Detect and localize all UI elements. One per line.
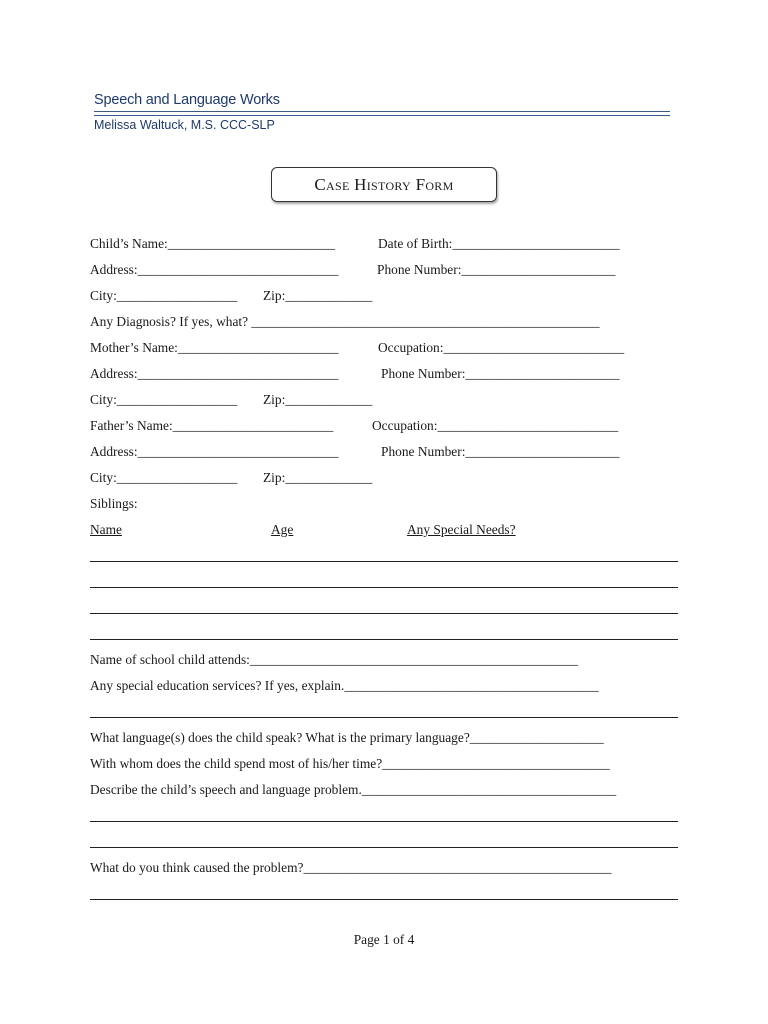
languages-field[interactable]: What language(s) does the child speak? What is the primary language?____________________ bbox=[90, 730, 604, 745]
mother-address-field[interactable]: Address:______________________________ bbox=[90, 366, 339, 381]
address-field[interactable]: Address:______________________________ bbox=[90, 262, 339, 277]
sibling-entry-line[interactable] bbox=[90, 587, 678, 588]
organization-name: Speech and Language Works bbox=[94, 92, 280, 108]
father-name-field[interactable]: Father’s Name:________________________ bbox=[90, 418, 334, 433]
clinician-name: Melissa Waltuck, M.S. CCC-SLP bbox=[94, 118, 275, 132]
father-occupation-field[interactable]: Occupation:___________________________ bbox=[372, 418, 619, 433]
father-address-field[interactable]: Address:______________________________ bbox=[90, 444, 339, 459]
date-of-birth-field[interactable]: Date of Birth:_________________________ bbox=[378, 236, 620, 251]
sibling-entry-line[interactable] bbox=[90, 613, 678, 614]
page-number: Page 1 of 4 bbox=[353, 932, 415, 947]
mother-city-field[interactable]: City:__________________ bbox=[90, 392, 238, 407]
school-field[interactable]: Name of school child attends:_________________________________________________ bbox=[90, 652, 578, 667]
mother-name-field[interactable]: Mother’s Name:________________________ bbox=[90, 340, 339, 355]
zip-field[interactable]: Zip:_____________ bbox=[263, 288, 373, 303]
child-name-field[interactable]: Child’s Name:_________________________ bbox=[90, 236, 336, 251]
siblings-age-header: Age bbox=[271, 522, 294, 537]
cause-field[interactable]: What do you think caused the problem?______________________________________________ bbox=[90, 860, 612, 875]
sibling-entry-line[interactable] bbox=[90, 639, 678, 640]
father-zip-field[interactable]: Zip:_____________ bbox=[263, 470, 373, 485]
city-field[interactable]: City:__________________ bbox=[90, 288, 238, 303]
time-spent-with-field[interactable]: With whom does the child spend most of his/her time?__________________________________ bbox=[90, 756, 610, 771]
siblings-label: Siblings: bbox=[90, 496, 138, 511]
diagnosis-field[interactable]: Any Diagnosis? If yes, what? ____________________________________________________ bbox=[90, 314, 600, 329]
phone-number-field[interactable]: Phone Number:_______________________ bbox=[377, 262, 616, 277]
problem-description-line[interactable] bbox=[90, 847, 678, 848]
letterhead-rule-upper bbox=[94, 111, 670, 112]
father-phone-field[interactable]: Phone Number:_______________________ bbox=[381, 444, 620, 459]
special-education-field[interactable]: Any special education services? If yes, explain.______________________________________ bbox=[90, 678, 599, 693]
siblings-special-needs-header: Any Special Needs? bbox=[407, 522, 516, 537]
siblings-name-header: Name bbox=[90, 522, 122, 537]
mother-phone-field[interactable]: Phone Number:_______________________ bbox=[381, 366, 620, 381]
special-education-continuation-line[interactable] bbox=[90, 717, 678, 718]
father-city-field[interactable]: City:__________________ bbox=[90, 470, 238, 485]
form-title: Case History Form bbox=[271, 167, 497, 202]
cause-continuation-line[interactable] bbox=[90, 899, 678, 900]
problem-description-line[interactable] bbox=[90, 821, 678, 822]
mother-occupation-field[interactable]: Occupation:___________________________ bbox=[378, 340, 625, 355]
problem-description-field[interactable]: Describe the child’s speech and language problem.______________________________________ bbox=[90, 782, 617, 797]
sibling-entry-line[interactable] bbox=[90, 561, 678, 562]
mother-zip-field[interactable]: Zip:_____________ bbox=[263, 392, 373, 407]
letterhead-rule-lower bbox=[94, 115, 670, 116]
